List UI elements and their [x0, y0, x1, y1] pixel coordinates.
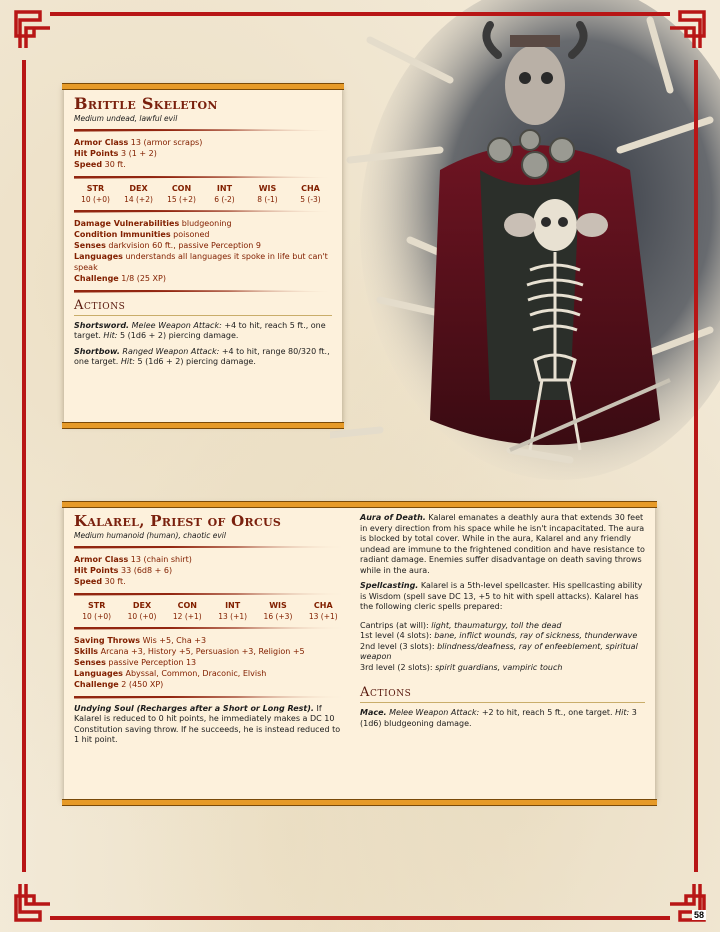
divider: [74, 593, 346, 596]
creature-type: Medium undead, lawful evil: [74, 113, 178, 123]
armor-class: Armor Class 13 (armor scraps): [74, 137, 203, 147]
armor-class: Armor Class 13 (chain shirt): [74, 554, 192, 564]
ability-con: CON 15 (+2): [167, 183, 196, 204]
ability-cha: CHA 13 (+1): [308, 600, 338, 621]
senses: Senses passive Perception 13: [74, 657, 197, 667]
ability-dex: DEX 10 (+0): [127, 600, 157, 621]
actions-heading: Actions: [74, 298, 332, 316]
ability-dex: DEX 14 (+2): [124, 183, 153, 204]
condition-immunities: Condition Immunities poisoned: [74, 229, 210, 239]
divider: [74, 210, 332, 213]
spell-row-1st: 1st level (4 slots): bane, inflict wounds, ray of sickness, thunderwave: [360, 631, 638, 640]
saving-throws: Saving Throws Wis +5, Cha +3: [74, 635, 207, 645]
kalarel-statblock: [64, 505, 655, 802]
corner-ornament-bottom-left: [10, 884, 50, 924]
statblock-bottom-bar: [62, 799, 657, 806]
ability-int: INT 6 (-2): [214, 183, 235, 204]
languages: Languages understands all languages it spoke in life but can't speak: [74, 251, 328, 272]
ability-wis: WIS 8 (-1): [257, 183, 278, 204]
creature-type: Medium humanoid (human), chaotic evil: [74, 530, 226, 540]
damage-vulnerabilities: Damage Vulnerabilities bludgeoning: [74, 218, 232, 228]
page-border-left: [22, 60, 26, 872]
spell-row-3rd: 3rd level (2 slots): spirit guardians, vampiric touch: [360, 662, 563, 672]
ability-scores: [74, 184, 332, 204]
statblock-title: Brittle Skeleton: [74, 94, 218, 113]
ability-wis: WIS 16 (+3): [263, 600, 293, 621]
ability-cha: CHA 5 (-3): [300, 183, 321, 204]
statblock-top-bar: [62, 83, 344, 90]
brittle-skeleton-statblock: [64, 87, 342, 425]
statblock-top-bar: [62, 501, 657, 508]
ability-con: CON 12 (+1): [172, 600, 202, 621]
divider: [74, 696, 346, 699]
page-number: 58: [693, 910, 704, 920]
hit-points: Hit Points 3 (1 + 2): [74, 148, 157, 158]
ability-str: STR 10 (+0): [81, 183, 110, 204]
challenge: Challenge 2 (450 XP): [74, 679, 164, 689]
divider: [74, 129, 332, 132]
action-shortbow: Shortbow. Ranged Weapon Attack: +4 to hit, range 80/320 ft., one target. Hit: 5 (1d6 + 2) piercing damage.: [74, 346, 330, 367]
trait-spellcasting: Spellcasting. Kalarel is a 5th-level spellcaster. His spellcasting ability is Wisdom (spell save DC 13, +5 to hit with spell attacks). Kalarel has the following cleric spells prepared:: [360, 581, 643, 611]
skills: Skills Arcana +3, History +5, Persuasion +3, Religion +5: [74, 646, 305, 656]
page-border-top: [50, 12, 670, 16]
ability-scores: [74, 601, 346, 621]
spell-list: [360, 621, 645, 674]
action-shortsword: Shortsword. Melee Weapon Attack: +4 to hit, reach 5 ft., one target. Hit: 5 (1d6 + 2) piercing damage.: [74, 320, 326, 341]
trait-aura-of-death: Aura of Death. Kalarel emanates a deathly aura that extends 30 feet in every direction from his space while he isn't incapacitated. The aura is blocked by total cover. While in the aura, Kalarel and any friendly undead are immune to the frightened condition and have resistance to radiant damage. Enemies suffer disadvantage on death saving throws while in the aura.: [360, 513, 645, 575]
divider: [74, 176, 332, 179]
statblock-title: Kalarel, Priest of Orcus: [74, 512, 282, 530]
corner-ornament-top-right: [670, 8, 710, 48]
speed: Speed 30 ft.: [74, 159, 126, 169]
ability-str: STR 10 (+0): [82, 600, 112, 621]
hit-points: Hit Points 33 (6d8 + 6): [74, 565, 173, 575]
trait-undying-soul: Undying Soul (Recharges after a Short or Long Rest). If Kalarel is reduced to 0 hit points, he immediately makes a DC 10 Constitution saving throw. If he succeeds, he is instead reduced to 1 hit point.: [74, 703, 341, 744]
corner-ornament-top-left: [10, 8, 50, 48]
page-border-right: [694, 60, 698, 872]
senses: Senses darkvision 60 ft., passive Perception 9: [74, 240, 261, 250]
actions-heading: Actions: [360, 685, 645, 703]
challenge: Challenge 1/8 (25 XP): [74, 273, 166, 283]
spell-row-2nd: 2nd level (3 slots): blindness/deafness, ray of enfeeblement, spiritual weapon: [360, 641, 638, 661]
spell-row-cantrips: Cantrips (at will): light, thaumaturgy, toll the dead: [360, 620, 562, 630]
priest-illustration: [330, 0, 720, 500]
ability-int: INT 13 (+1): [218, 600, 248, 621]
statblock-bottom-bar: [62, 422, 344, 429]
divider: [74, 627, 346, 630]
speed: Speed 30 ft.: [74, 576, 126, 586]
action-mace: Mace. Melee Weapon Attack: +2 to hit, reach 5 ft., one target. Hit: 3 (1d6) bludgeoning damage.: [360, 708, 637, 728]
page-border-bottom: [50, 916, 670, 920]
divider: [74, 290, 332, 293]
languages: Languages Abyssal, Common, Draconic, Elvish: [74, 668, 267, 678]
divider: [74, 546, 346, 549]
